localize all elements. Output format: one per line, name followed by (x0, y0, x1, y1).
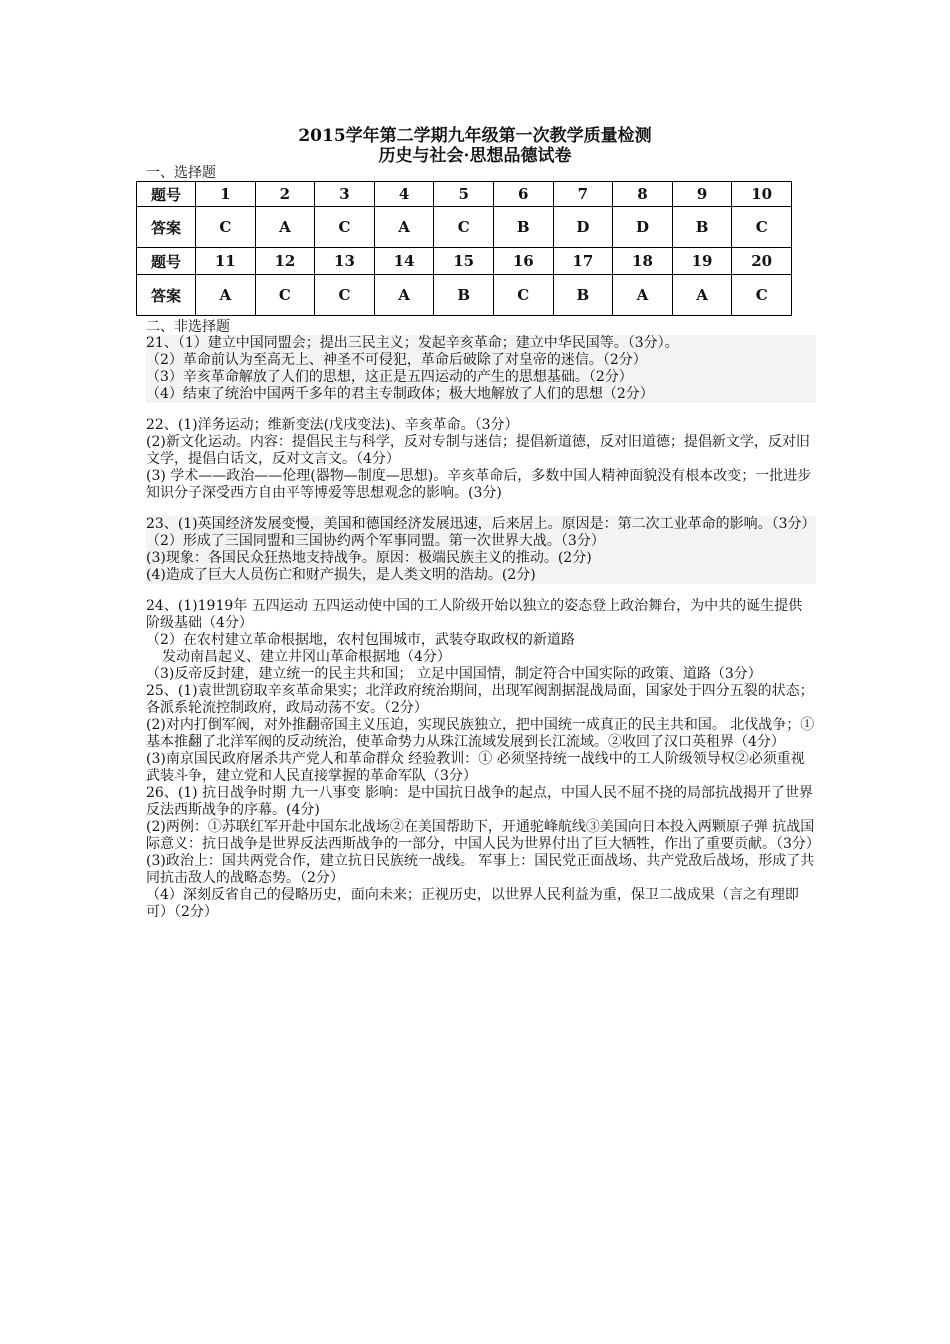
answer-cell: C (196, 207, 256, 248)
answer-row (137, 275, 792, 316)
question-number-cell: 1 (196, 182, 256, 207)
q25-line: (2)对内打倒军阀，对外推翻帝国主义压迫，实现民族独立，把中国统一成真正的民主共和国。 北伐战争；①基本推翻了北洋军阀的反动统治，使革命势力从珠江流域发展到长江流域。②收回了汉口英租界（4分） (146, 717, 815, 750)
question-number-row (137, 248, 792, 275)
answer-cell: C (315, 275, 375, 316)
q24-line: 发动南昌起义、建立井冈山革命根据地（4分） (162, 649, 451, 665)
answer-cell: A (672, 275, 732, 316)
question-number-cell: 11 (196, 248, 256, 275)
row-label-number: 题号 (137, 182, 196, 207)
answer-cell: C (732, 207, 792, 248)
question-number-cell: 4 (374, 182, 434, 207)
q24-line: （2）在农村建立革命根据地，农村包围城市，武装夺取政权的新道路 (146, 632, 575, 648)
answer-cell: C (255, 275, 315, 316)
section-heading-choice: 一、选择题 (146, 165, 216, 181)
q21-line: （3）辛亥革命解放了人们的思想，这正是五四运动的产生的思想基础。（2分） (146, 369, 633, 385)
exam-subtitle: 历史与社会·思想品德试卷 (378, 146, 572, 166)
answer-cell: A (374, 275, 434, 316)
question-number-cell: 12 (255, 248, 315, 275)
q21-line: 21、（1）建立中国同盟会；提出三民主义；发起辛亥革命；建立中华民国等。（3分）。 (146, 335, 679, 351)
q25-line: (3)南京国民政府屠杀共产党人和革命群众 经验教训：① 必须坚持统一战线中的工人阶级领导权②必须重视武装斗争，建立党和人民直接掌握的革命军队（3分） (146, 751, 805, 784)
question-23 (146, 516, 816, 584)
question-number-cell: 16 (493, 248, 553, 275)
question-number-cell: 5 (434, 182, 494, 207)
question-21 (146, 335, 816, 403)
question-number-cell: 15 (434, 248, 494, 275)
q21-line: （4）结束了统治中国两千多年的君主专制政体；极大地解放了人们的思想（2分） (146, 386, 654, 402)
answer-row (137, 207, 792, 248)
question-number-cell: 20 (732, 248, 792, 275)
answer-cell: B (434, 275, 494, 316)
question-25 (146, 683, 816, 785)
answer-cell: C (315, 207, 375, 248)
question-number-cell: 9 (672, 182, 732, 207)
answer-body (146, 335, 820, 921)
q25-line: 25、(1)袁世凯窃取辛亥革命果实；北洋政府统治期间，出现军阀割据混战局面，国家处于四分五裂的状态；各派系轮流控制政府，政局动荡不安。（2分） (146, 683, 814, 716)
q26-line: (3)政治上：国共两党合作，建立抗日民族统一战线。 军事上：国民党正面战场、共产党敌后战场，形成了共同抗击敌人的战略态势。（2分） (146, 853, 815, 886)
question-number-row (137, 182, 792, 207)
question-22 (146, 417, 816, 502)
q26-line: (2)两例：①苏联红军开赴中国东北战场②在美国帮助下，开通驼峰航线③美国向日本投入两颗原子弹 抗战国际意义：抗日战争是世界反法西斯战争的一部分，中国人民为世界付出了巨大牺牲，作出了重要贡献。（3分） (146, 819, 820, 852)
row-label-answer: 答案 (137, 207, 196, 248)
q22-line: 22、(1)洋务运动；维新变法(戊戌变法)、辛亥革命。（3分） (146, 417, 519, 433)
question-number-cell: 10 (732, 182, 792, 207)
q26-line: 26、(1) 抗日战争时期 九一八事变 影响：是中国抗日战争的起点，中国人民不屈不挠的局部抗战揭开了世界反法西斯战争的序幕。(4分) (146, 785, 813, 818)
section-heading-nonchoice: 二、非选择题 (146, 319, 230, 335)
q23-line: (4)造成了巨大人员伤亡和财产损失，是人类文明的浩劫。(2分) (146, 567, 536, 583)
question-number-cell: 2 (255, 182, 315, 207)
question-number-cell: 3 (315, 182, 375, 207)
q22-line: (2)新文化运动。内容：提倡民主与科学，反对专制与迷信；提倡新道德，反对旧道德；提倡新文学，反对旧文学，提倡白话文，反对文言文。（4分） (146, 434, 810, 467)
answer-cell: A (374, 207, 434, 248)
answer-cell: B (553, 275, 613, 316)
answer-cell: D (613, 207, 673, 248)
question-number-cell: 13 (315, 248, 375, 275)
answer-table (136, 181, 792, 316)
answer-cell: C (493, 275, 553, 316)
exam-title: 2015学年第二学期九年级第一次教学质量检测 (298, 126, 652, 146)
q26-line: （4）深刻反省自己的侵略历史，面向未来；正视历史，以世界人民利益为重，保卫二战成果（言之有理即可）（2分） (146, 887, 799, 920)
answer-cell: B (493, 207, 553, 248)
answer-cell: A (613, 275, 673, 316)
answer-cell: B (672, 207, 732, 248)
q23-line: (3)现象：各国民众狂热地支持战争。原因：极端民族主义的推动。(2分) (146, 550, 592, 566)
answer-cell: C (434, 207, 494, 248)
question-number-cell: 6 (493, 182, 553, 207)
row-label-number: 题号 (137, 248, 196, 275)
row-label-answer: 答案 (137, 275, 196, 316)
answer-cell: D (553, 207, 613, 248)
question-24 (146, 598, 816, 683)
q23-line: （2）形成了三国同盟和三国协约两个军事同盟。第一次世界大战。（3分） (146, 533, 605, 549)
q24-line: 24、(1)1919年 五四运动 五四运动使中国的工人阶级开始以独立的姿态登上政治舞台，为中共的诞生提供阶级基础（4分） (146, 598, 803, 631)
question-number-cell: 17 (553, 248, 613, 275)
question-26 (146, 785, 820, 921)
answer-cell: A (255, 207, 315, 248)
question-number-cell: 14 (374, 248, 434, 275)
q24-line: （3)反帝反封建，建立统一的民主共和国； 立足中国国情，制定符合中国实际的政策、道路（3分） (146, 666, 762, 682)
q21-line: （2）革命前认为至高无上、神圣不可侵犯，革命后破除了对皇帝的迷信。（2分） (146, 352, 647, 368)
answer-cell: C (732, 275, 792, 316)
question-number-cell: 19 (672, 248, 732, 275)
q23-line: 23、(1)英国经济发展变慢，美国和德国经济发展迅速，后来居上。原因是：第二次工业革命的影响。（3分） (146, 516, 816, 532)
answer-cell: A (196, 275, 256, 316)
question-number-cell: 18 (613, 248, 673, 275)
q22-line: (3) 学术——政治——伦理(器物—制度—思想)。辛亥革命后，多数中国人精神面貌没有根本改变；一批进步知识分子深受西方自由平等博爱等思想观念的影响。(3分) (146, 468, 812, 501)
question-number-cell: 8 (613, 182, 673, 207)
question-number-cell: 7 (553, 182, 613, 207)
